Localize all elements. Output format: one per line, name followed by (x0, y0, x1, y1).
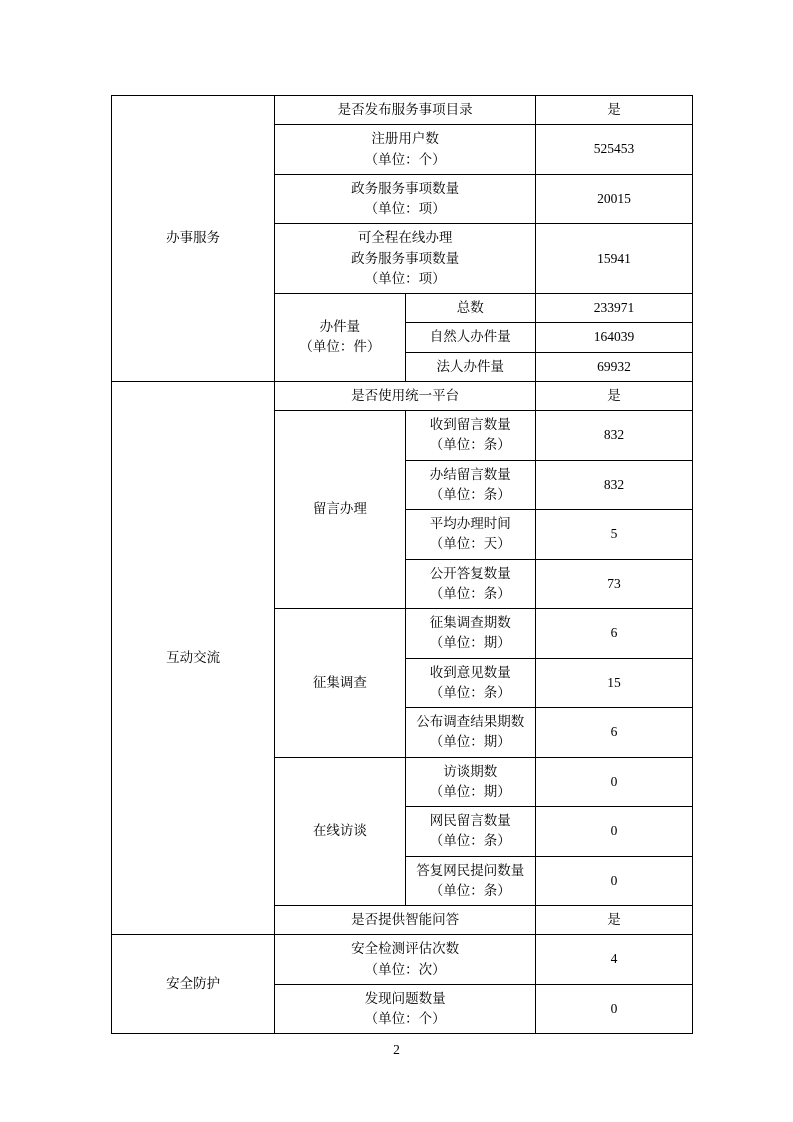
value-cell: 20015 (535, 174, 692, 224)
value-cell: 6 (535, 609, 692, 659)
sub-item-unit-line: （单位：条） (429, 833, 511, 849)
sub-item-line: 公开答复数量 (429, 565, 511, 581)
item-cell-message-handling (275, 411, 405, 609)
value-cell: 15941 (535, 224, 692, 294)
sub-item-unit-line: （单位：条） (429, 882, 511, 898)
item-line: 是否提供智能问答 (351, 912, 460, 927)
item-cell-security-assessments (275, 935, 536, 985)
value-cell: 73 (535, 559, 692, 609)
government-website-statistics-table (111, 95, 693, 1034)
sub-item-line: 总数 (456, 300, 484, 315)
item-line: 注册用户数 (371, 131, 439, 147)
sub-item-cell-public-replies (405, 559, 535, 609)
sub-item-line: 网民留言数量 (429, 813, 511, 828)
value-cell: 0 (535, 807, 692, 857)
sub-item-unit-line: （单位：天） (429, 536, 511, 552)
sub-item-cell-interview-periods (405, 757, 535, 807)
sub-item-line: 收到留言数量 (429, 417, 511, 432)
value-cell: 6 (535, 708, 692, 758)
sub-item-unit-line: （单位：期） (429, 734, 511, 750)
table-row (112, 381, 693, 410)
item-unit-line: （单位：项） (364, 201, 446, 216)
value-cell: 832 (535, 460, 692, 510)
sub-item-cell-opinions-received (405, 658, 535, 708)
sub-item-line: 公布调查结果期数 (416, 714, 525, 729)
sub-item-unit-line: （单位：期） (429, 783, 511, 799)
item-unit-line: （单位：项） (364, 270, 446, 286)
table-row (112, 935, 693, 985)
item-line: 可全程在线办理 (357, 230, 453, 246)
value-cell: 164039 (535, 323, 692, 352)
item-cell-handled-cases (275, 294, 405, 382)
page-number: 2 (393, 1042, 400, 1057)
item-cell-unified-platform (275, 381, 536, 410)
sub-item-cell-netizen-replies (405, 856, 535, 906)
item-cell-smart-qa (275, 906, 536, 935)
sub-item-cell-messages-received (405, 411, 535, 461)
item-unit-line: （单位：个） (364, 151, 446, 167)
value-cell: 525453 (535, 125, 692, 175)
sub-item-cell-survey-periods (405, 609, 535, 659)
value-cell: 15 (535, 658, 692, 708)
item-cell-issues-found (275, 984, 536, 1034)
category-cell-banshifuwu: 办事服务 (112, 96, 275, 382)
item-line: 是否发布服务事项目录 (337, 102, 473, 117)
item-unit-line: （单位：次） (364, 961, 446, 977)
value-cell: 832 (535, 411, 692, 461)
item-cell-online-service-items (275, 224, 536, 294)
item-line: 政务服务事项数量 (351, 250, 460, 266)
sub-item-cell-average-time (405, 510, 535, 560)
report-table-container (111, 95, 693, 1034)
sub-item-line: 法人办件量 (436, 358, 505, 374)
sub-item-cell-legal-person (405, 352, 535, 381)
sub-item-line: 访谈期数 (443, 763, 498, 779)
item-line: 发现问题数量 (364, 990, 446, 1006)
value-cell: 是 (535, 96, 692, 125)
value-cell: 5 (535, 510, 692, 560)
item-line: 办件量 (319, 319, 361, 335)
value-cell: 233971 (535, 294, 692, 323)
sub-item-unit-line: （单位：条） (429, 486, 511, 502)
item-cell-publish-catalog (275, 96, 536, 125)
item-line: 留言办理 (312, 501, 367, 517)
value-cell: 0 (535, 856, 692, 906)
category-cell-anquanfanghu: 安全防护 (112, 935, 275, 1034)
value-cell: 0 (535, 757, 692, 807)
sub-item-unit-line: （单位：条） (429, 585, 511, 601)
sub-item-line: 自然人办件量 (429, 329, 511, 345)
item-cell-service-items-count (275, 174, 536, 224)
item-line: 在线访谈 (312, 823, 367, 839)
sub-item-cell-total (405, 294, 535, 323)
table-row (112, 96, 693, 125)
item-cell-online-interviews (275, 757, 405, 906)
sub-item-cell-results-published (405, 708, 535, 758)
sub-item-cell-natural-person (405, 323, 535, 352)
sub-item-line: 收到意见数量 (429, 664, 511, 680)
item-unit-line: （单位：个） (364, 1011, 446, 1026)
value-cell: 69932 (535, 352, 692, 381)
sub-item-cell-netizen-messages (405, 807, 535, 857)
item-line: 是否使用统一平台 (351, 387, 460, 403)
sub-item-line: 答复网民提问数量 (416, 862, 525, 878)
sub-item-line: 平均办理时间 (429, 516, 511, 531)
sub-item-unit-line: （单位：期） (429, 635, 511, 651)
sub-item-unit-line: （单位：条） (429, 437, 511, 453)
value-cell: 是 (535, 381, 692, 410)
item-unit-line: （单位：件） (299, 339, 381, 355)
item-cell-surveys (275, 609, 405, 758)
value-cell: 4 (535, 935, 692, 985)
item-line: 征集调查 (312, 674, 367, 690)
item-cell-registered-users (275, 125, 536, 175)
item-line: 安全检测评估次数 (351, 941, 460, 957)
sub-item-line: 办结留言数量 (429, 466, 511, 482)
value-cell: 0 (535, 984, 692, 1034)
sub-item-unit-line: （单位：条） (429, 684, 511, 700)
value-cell: 是 (535, 906, 692, 935)
category-cell-hudongjiaoliu: 互动交流 (112, 381, 275, 935)
sub-item-cell-messages-closed (405, 460, 535, 510)
sub-item-line: 征集调查期数 (429, 615, 511, 630)
item-line: 政务服务事项数量 (351, 180, 460, 196)
